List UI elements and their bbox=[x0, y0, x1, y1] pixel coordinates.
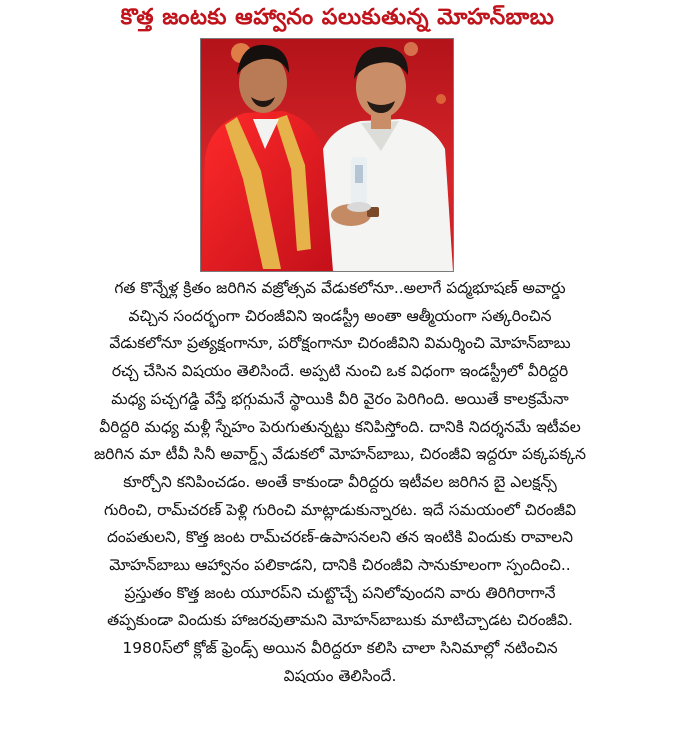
article-line: రచ్చ చేసిన విషయం తెలిసిందే. అప్పటి నుంచి ఒక విధంగా ఇండస్ట్రీలో వీరిద్దరి bbox=[111, 362, 569, 381]
article-line: విషయం తెలిసిందే. bbox=[283, 666, 397, 685]
article-line: వీరిద్దరి మధ్య మళ్లీ స్నేహం పెరుగుతున్నట్టు కనిపిస్తోంది. దానికి నిదర్శనమే ఇటీవల bbox=[99, 417, 581, 436]
article-line: కూర్చోని కనిపించడం. అంతే కాకుండా వీరిద్దరు ఇటీవల జరిగిన బై ఎలక్షన్స్ bbox=[123, 472, 557, 491]
article-line: వేడుకలోనూ ప్రత్యక్షంగానూ, పరోక్షంగానూ చిరంజీవిని విమర్శించి మోహన్‌బాబు bbox=[109, 334, 571, 353]
article-line: తప్పకుండా విందుకు హాజరవుతామని మోహన్‌బాబుకు మాటిచ్చాడట చిరంజీవి. bbox=[107, 611, 573, 630]
article-line: ప్రస్తుతం కొత్త జంట యూరప్‌ని చుట్టొచ్చే పనిలోవుందని వారు తిరిగిరాగానే bbox=[124, 583, 556, 602]
headline-bar bbox=[0, 0, 675, 40]
article-line: గత కొన్నేళ్ల క్రితం జరిగిన వజ్రోత్సవ వేడుకలోనూ..అలాగే పద్మభూషణ్ అవార్డు bbox=[114, 279, 566, 297]
article-line: 1980స్‌లో క్లోజ్ ఫ్రెండ్స్ అయిన వీరిద్దరూ కలిసి చాలా సినిమాల్లో నటించిన bbox=[122, 639, 558, 658]
article-body bbox=[40, 275, 640, 691]
article-line: దంపతులని, కొత్త జంట రామ్‌చరణ్-ఉపాసనలని తన ఇంటికి విందుకు రావాలని bbox=[106, 528, 574, 547]
news-photo bbox=[200, 38, 454, 272]
article-line: మోహన్‌బాబు ఆహ్వానం పలికాడని, దానికి చిరంజీవి సానుకూలంగా స్పందించి.. bbox=[109, 556, 571, 575]
article-line: వచ్చిన సందర్భంగా చిరంజీవిని ఇండస్ట్రీ అంతా ఆత్మీయంగా సత్కరించిన bbox=[128, 306, 552, 325]
article-line: జరిగిన మా టీవీ సినీ అవార్డ్స్ వేడుకలో మోహన్‌బాబు, చిరంజీవి ఇద్దరూ పక్కపక్కన bbox=[93, 445, 587, 464]
article-line: గురించి, రామ్‌చరణ్ పెళ్లి గురించి మాట్లాడుకున్నారట. ఇదే సమయంలో చిరంజీవి bbox=[103, 500, 577, 519]
page-title: కొత్త జంటకు ఆహ్వానం పలుకుతున్న మోహన్‌బాబు bbox=[120, 5, 555, 30]
article-line: మధ్య పచ్చగడ్డి వేస్తే భగ్గుమనే స్థాయికి వీరి వైరం పెరిగింది. అయితే కాలక్రమేనా bbox=[111, 389, 569, 408]
